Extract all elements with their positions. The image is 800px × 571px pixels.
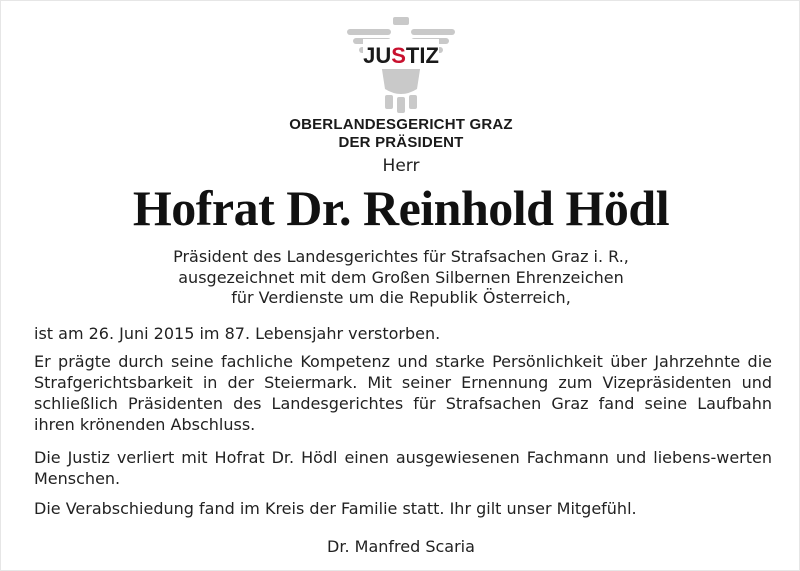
- paragraph-loss: Die Justiz verliert mit Hofrat Dr. Hödl einen ausgewiesenen Fachmann und liebens-werten Menschen.: [34, 448, 772, 488]
- paragraph-death-date: ist am 26. Juni 2015 im 87. Lebensjahr verstorben.: [34, 324, 441, 343]
- deceased-titles: [1, 247, 800, 309]
- salutation: Herr: [382, 156, 420, 176]
- svg-text:JUSTIZ: JUSTIZ: [363, 43, 439, 68]
- organisation-name: OBERLANDESGERICHT GRAZ: [289, 116, 513, 133]
- paragraph-farewell: Die Verabschiedung fand im Kreis der Familie statt. Ihr gilt unser Mitgefühl.: [34, 499, 637, 518]
- title-line: für Verdienste um die Republik Österreich,: [231, 288, 571, 307]
- paragraph-career: Er prägte durch seine fachliche Kompetenz und starke Persönlichkeit über Jahrzehnte die Strafgerichtsbarkeit in der Steiermark. Mit seiner Ernennung zum Vizepräsidenten und schließlich Präsidenten des Landesgerichtes für Strafsachen Graz fand seine Laufbahn ihren krönenden Abschluss.: [34, 352, 772, 434]
- title-line: Präsident des Landesgerichtes für Strafsachen Graz i. R.,: [173, 247, 629, 266]
- title-line: ausgezeichnet mit dem Großen Silbernen Ehrenzeichen: [178, 267, 624, 287]
- signature: Dr. Manfred Scaria: [327, 537, 475, 556]
- deceased-name: Hofrat Dr. Reinhold Hödl: [132, 180, 670, 236]
- organisation-role: DER PRÄSIDENT: [338, 134, 464, 151]
- justiz-eagle-logo: [341, 15, 461, 115]
